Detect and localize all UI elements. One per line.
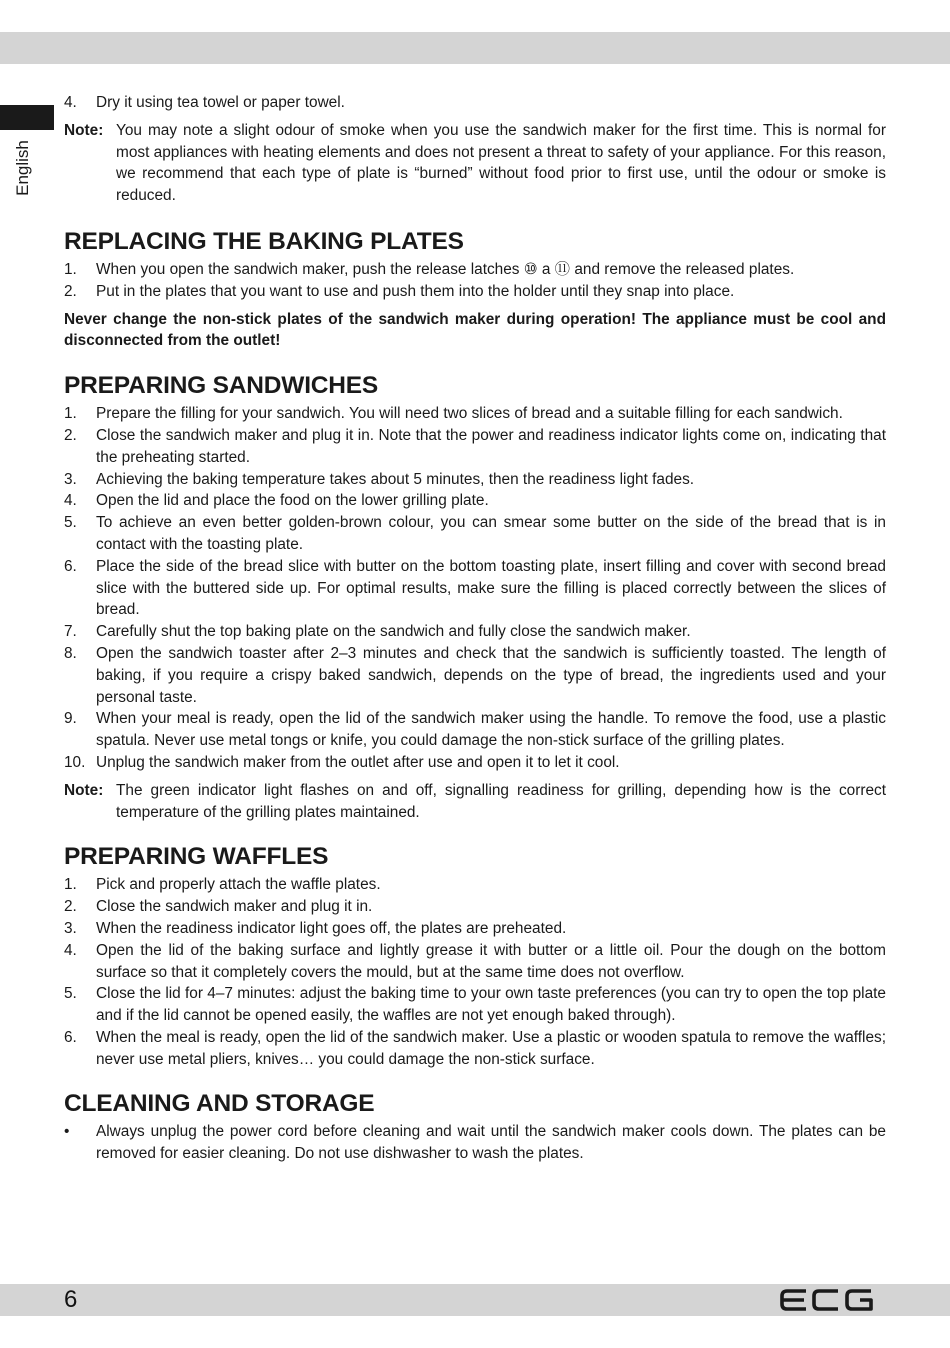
list-item — [64, 281, 886, 303]
list-item-text: Put in the plates that you want to use and push them into the holder until they snap into place. — [96, 282, 735, 300]
list-item-number: 7. — [64, 623, 77, 641]
list-item — [64, 621, 886, 643]
list-item — [64, 259, 886, 281]
intro-list — [64, 92, 886, 114]
list-item — [64, 874, 886, 896]
list-item-number: 6. — [64, 557, 77, 575]
preparing-sandwiches-list — [64, 403, 886, 774]
list-item — [64, 425, 886, 469]
list-item — [64, 918, 886, 940]
list-item-text: Achieving the baking temperature takes about 5 minutes, then the readiness light fades. — [96, 470, 695, 488]
list-item-number: • — [64, 1123, 70, 1141]
list-item-number: 1. — [64, 876, 77, 894]
list-item-text: Always unplug the power cord before cleaning and wait until the sandwich maker cools down. The plates can be removed for easier cleaning. Do not use dishwasher to wash the plates. — [96, 1123, 886, 1163]
list-item — [64, 940, 886, 984]
section-heading-preparing-sandwiches: PREPARING SANDWICHES — [64, 372, 379, 400]
list-item-number: 8. — [64, 644, 77, 662]
list-item — [64, 512, 886, 556]
section-heading-cleaning-storage: CLEANING AND STORAGE — [64, 1090, 375, 1118]
list-item-text: Close the lid for 4–7 minutes: adjust the baking time to your own taste preferences (you can try to open the top plate and if the lid cannot be opened easily, the waffles are not yet enough baked through). — [96, 985, 886, 1025]
ecg-logo-icon — [780, 1288, 874, 1312]
list-item-text: Unplug the sandwich maker from the outlet after use and open it to let it cool. — [96, 753, 620, 771]
list-item — [64, 490, 886, 512]
list-item — [64, 556, 886, 621]
list-item-number: 5. — [64, 985, 77, 1003]
list-item-text: To achieve an even better golden-brown colour, you can smear some butter on the side of the bread that is in contact with the toasting plate. — [96, 514, 886, 553]
list-item-text: When you open the sandwich maker, push the release latches ⑩ a ⑪ and remove the released plates. — [96, 260, 795, 278]
page-number: 6 — [64, 1286, 78, 1313]
preparing-waffles-list — [64, 874, 886, 1070]
list-item-number: 1. — [64, 260, 77, 278]
list-item-number: 1. — [64, 405, 77, 423]
note-label: Note: — [64, 121, 104, 139]
list-item-number: 10. — [64, 753, 86, 771]
replacing-plates-list — [64, 259, 886, 303]
list-item-number: 3. — [64, 470, 77, 488]
list-item-text: Place the side of the bread slice with butter on the bottom toasting plate, insert filling and cover with second bread slice with the buttered side up. For optimal results, make sure the filling is placed correctly between the slices of bread. — [96, 557, 886, 619]
list-item-text: Close the sandwich maker and plug it in. — [96, 898, 373, 916]
section-heading-replacing-plates: REPLACING THE BAKING PLATES — [64, 227, 464, 255]
list-item-number: 4. — [64, 492, 77, 510]
list-item-number: 4. — [64, 941, 77, 959]
list-item-text: Carefully shut the top baking plate on the sandwich and fully close the sandwich maker. — [96, 623, 691, 641]
list-item-text: Open the lid and place the food on the lower grilling plate. — [96, 492, 489, 510]
section-heading-preparing-waffles: PREPARING WAFFLES — [64, 843, 329, 871]
list-item-number: 2. — [64, 282, 77, 300]
warning-text: Never change the non-stick plates of the sandwich maker during operation! The appliance must be cool and disconnected from the outlet! — [64, 310, 886, 350]
list-item — [64, 708, 886, 752]
language-tab-marker — [0, 105, 54, 130]
indicator-note — [64, 780, 886, 824]
list-item-number: 5. — [64, 514, 77, 532]
language-tab-label: English — [13, 140, 32, 196]
list-item-text: Open the sandwich toaster after 2–3 minutes and check that the sandwich is sufficiently toasted. The length of baking, if you require a crispy baked sandwich, depends on the type of bread, the ingredients used and your personal taste. — [96, 644, 886, 706]
list-item — [64, 896, 886, 918]
note-text: You may note a slight odour of smoke when you use the sandwich maker for the first time. This is normal for most appliances with heating elements and does not present a threat to safety of your appliance. For this reason, we recommend that each type of plate is “burned” without food prior to first use, until the odour or smoke is reduced. — [116, 121, 886, 205]
list-item: 4. Dry it using tea towel or paper towel. — [64, 94, 345, 111]
list-item-number: 3. — [64, 919, 77, 937]
list-item-text: When your meal is ready, open the lid of the sandwich maker using the handle. To remove the food, use a plastic spatula. Never use metal tongs or knife, you could damage the non-stick surface of the grilling plates. — [96, 710, 886, 750]
list-item-number: 9. — [64, 710, 77, 728]
list-item — [64, 643, 886, 708]
list-item-text: Open the lid of the baking surface and lightly grease it with butter or a little oil. Pour the dough on the bottom surface so that it completely covers the mould, but at the same time does not overflow. — [96, 941, 886, 981]
note-label: Note: — [64, 781, 104, 799]
ecg-logo — [780, 1288, 874, 1317]
list-item-text: When the readiness indicator light goes off, the plates are preheated. — [96, 919, 567, 937]
list-item-text: Prepare the filling for your sandwich. You will need two slices of bread and a suitable filling for each sandwich. — [96, 405, 843, 423]
list-item — [64, 1027, 886, 1071]
list-item — [64, 469, 886, 491]
list-item — [64, 752, 886, 774]
list-item-number: 6. — [64, 1028, 77, 1046]
list-item — [64, 403, 886, 425]
page-content — [64, 92, 886, 1165]
list-item — [64, 983, 886, 1027]
list-item-text: Pick and properly attach the waffle plates. — [96, 876, 381, 894]
list-item-number: 2. — [64, 426, 77, 444]
list-item — [64, 1121, 886, 1165]
cleaning-list — [64, 1121, 886, 1165]
first-use-note — [64, 120, 886, 207]
list-item-text: When the meal is ready, open the lid of the sandwich maker. Use a plastic or wooden spatula to remove the waffles; never use metal pliers, knives… you could damage the non-stick surface. — [96, 1028, 886, 1068]
header-bar — [0, 32, 950, 64]
list-item-text: Close the sandwich maker and plug it in. Note that the power and readiness indicator lights come on, indicating that the preheating started. — [96, 426, 886, 466]
list-item-number: 2. — [64, 898, 77, 916]
note-text: The green indicator light flashes on and off, signalling readiness for grilling, depending how is the correct temperature of the grilling plates maintained. — [116, 781, 886, 821]
